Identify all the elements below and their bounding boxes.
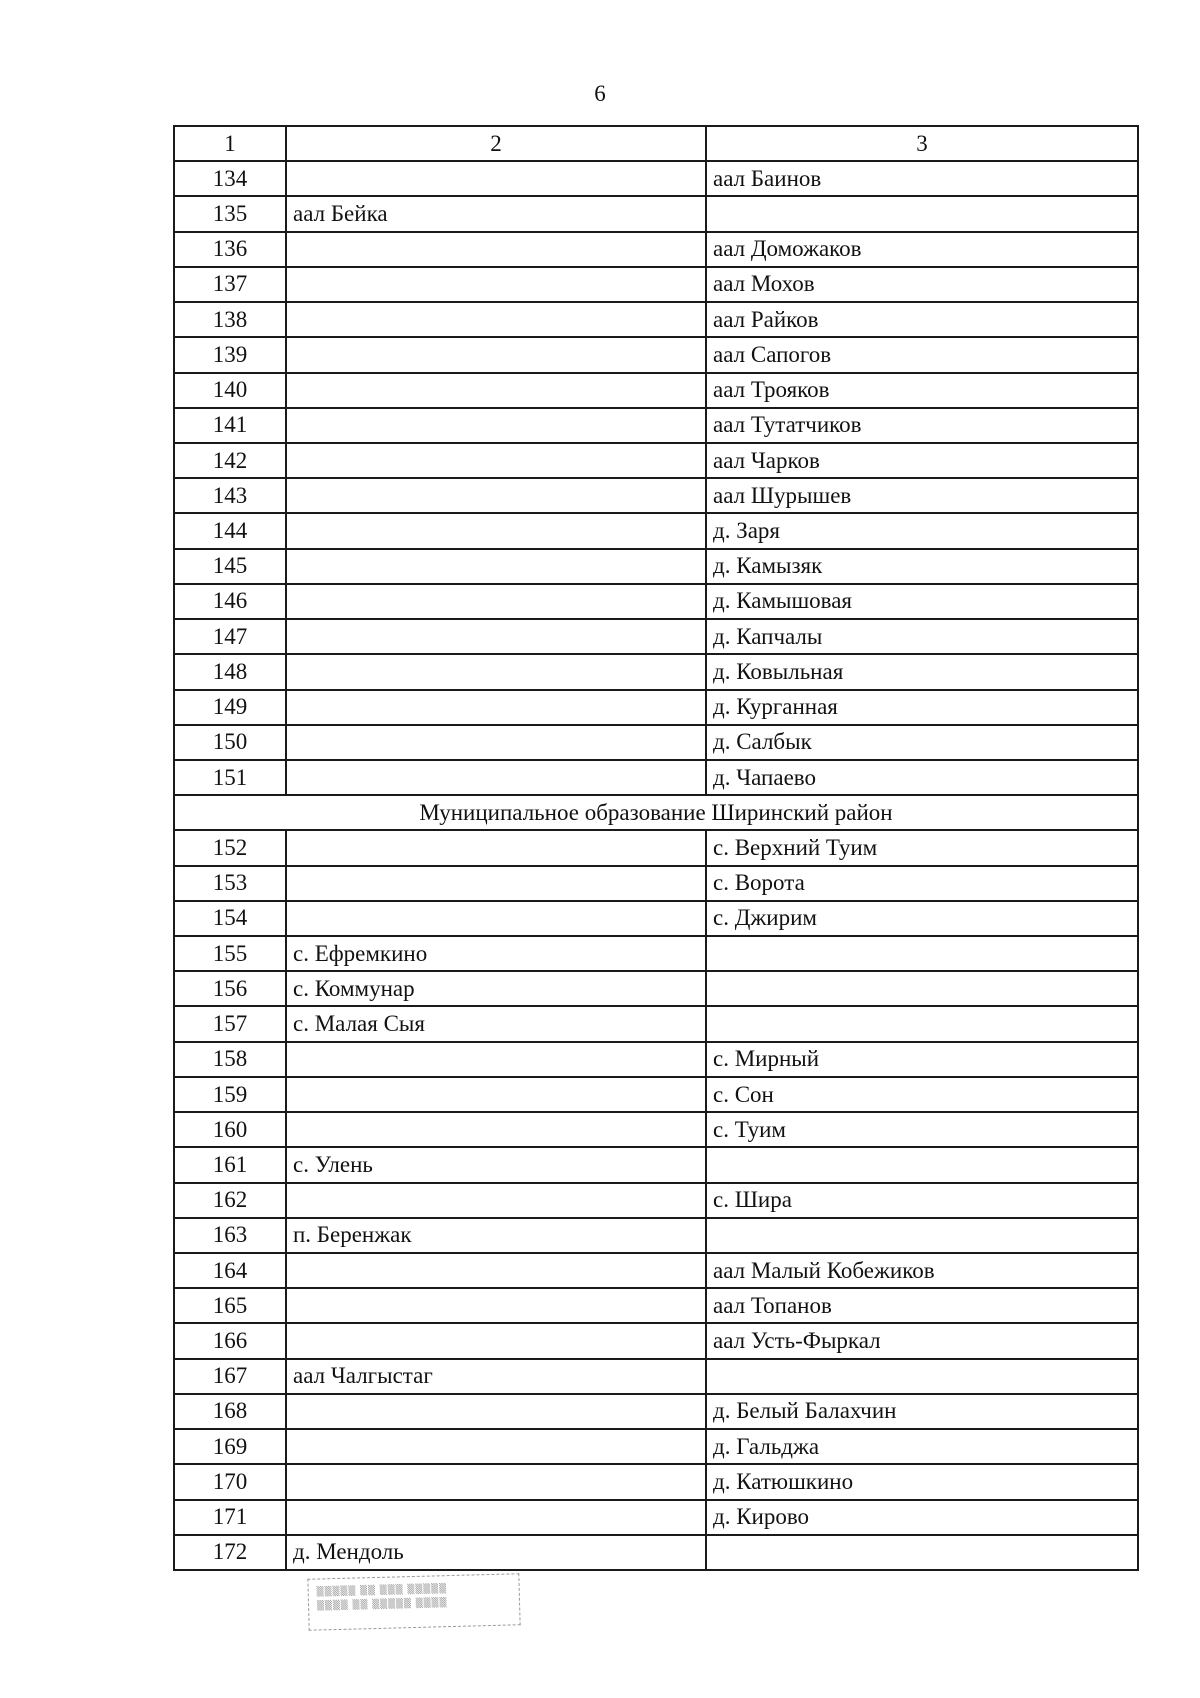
column-3-cell: аал Чарков	[706, 443, 1138, 478]
column-2-cell	[286, 1500, 706, 1535]
column-3-cell: аал Доможаков	[706, 232, 1138, 267]
column-2-cell	[286, 1183, 706, 1218]
table-row	[174, 1042, 1138, 1077]
table-row	[174, 478, 1138, 513]
row-number-cell: 139	[174, 337, 286, 372]
column-2-cell	[286, 267, 706, 302]
table-row	[174, 760, 1138, 795]
row-number-cell: 159	[174, 1077, 286, 1112]
column-2-cell	[286, 1253, 706, 1288]
column-2-cell: аал Чалгыстаг	[286, 1359, 706, 1394]
column-3-cell	[706, 1147, 1138, 1182]
table-row	[174, 1288, 1138, 1323]
table-row	[174, 619, 1138, 654]
row-number-cell: 145	[174, 549, 286, 584]
table-row	[174, 901, 1138, 936]
row-number-cell: 170	[174, 1464, 286, 1499]
row-number-cell: 161	[174, 1147, 286, 1182]
row-number-cell: 166	[174, 1323, 286, 1358]
column-2-cell: д. Мендоль	[286, 1535, 706, 1570]
table-row	[174, 1394, 1138, 1429]
column-3-cell: д. Камызяк	[706, 549, 1138, 584]
column-3-cell: д. Кирово	[706, 1500, 1138, 1535]
column-3-cell: д. Курганная	[706, 690, 1138, 725]
row-number-cell: 142	[174, 443, 286, 478]
row-number-cell: 153	[174, 866, 286, 901]
column-3-cell	[706, 936, 1138, 971]
row-number-cell: 157	[174, 1006, 286, 1041]
table-row	[174, 408, 1138, 443]
section-header-row	[174, 795, 1138, 830]
row-number-cell: 141	[174, 408, 286, 443]
column-2-cell	[286, 513, 706, 548]
table-row	[174, 1183, 1138, 1218]
column-3-cell	[706, 1006, 1138, 1041]
column-3-cell	[706, 971, 1138, 1006]
column-2-cell	[286, 760, 706, 795]
column-2-cell	[286, 690, 706, 725]
table-body	[174, 126, 1138, 1570]
column-3-cell: с. Шира	[706, 1183, 1138, 1218]
column-3-cell: с. Джирим	[706, 901, 1138, 936]
column-3-cell	[706, 1359, 1138, 1394]
column-2-cell: с. Коммунар	[286, 971, 706, 1006]
table-row	[174, 1323, 1138, 1358]
column-2-cell	[286, 866, 706, 901]
row-number-cell: 144	[174, 513, 286, 548]
column-2-cell	[286, 373, 706, 408]
column-3-cell: аал Баинов	[706, 161, 1138, 196]
column-2-cell	[286, 1112, 706, 1147]
row-number-cell: 148	[174, 654, 286, 689]
row-number-cell: 136	[174, 232, 286, 267]
column-2-cell: с. Ефремкино	[286, 936, 706, 971]
column-2-cell	[286, 1288, 706, 1323]
row-number-cell: 163	[174, 1218, 286, 1253]
row-number-cell: 143	[174, 478, 286, 513]
table-row	[174, 513, 1138, 548]
column-3-cell: с. Мирный	[706, 1042, 1138, 1077]
row-number-cell: 171	[174, 1500, 286, 1535]
row-number-cell: 137	[174, 267, 286, 302]
section-title: Муниципальное образование Ширинский район	[174, 795, 1138, 830]
column-3-cell: аал Мохов	[706, 267, 1138, 302]
table-row	[174, 1077, 1138, 1112]
column-2-cell	[286, 619, 706, 654]
document-stamp: ▒▒▒▒▒ ▒▒ ▒▒▒ ▒▒▒▒▒ ▒▒▒▒ ▒▒ ▒▒▒▒▒ ▒▒▒▒	[307, 1573, 520, 1631]
table-row	[174, 1500, 1138, 1535]
column-3-cell	[706, 1218, 1138, 1253]
column-3-cell: аал Топанов	[706, 1288, 1138, 1323]
header-col-3: 3	[706, 126, 1138, 161]
header-col-1: 1	[174, 126, 286, 161]
row-number-cell: 164	[174, 1253, 286, 1288]
table-row	[174, 1359, 1138, 1394]
row-number-cell: 134	[174, 161, 286, 196]
column-3-cell: д. Камышовая	[706, 584, 1138, 619]
row-number-cell: 140	[174, 373, 286, 408]
column-3-cell: аал Сапогов	[706, 337, 1138, 372]
row-number-cell: 152	[174, 830, 286, 865]
row-number-cell: 169	[174, 1429, 286, 1464]
column-2-cell	[286, 232, 706, 267]
table-row	[174, 1535, 1138, 1570]
column-3-cell	[706, 1535, 1138, 1570]
table-row	[174, 1429, 1138, 1464]
column-2-cell	[286, 161, 706, 196]
column-2-cell: аал Бейка	[286, 196, 706, 231]
column-3-cell: аал Тутатчиков	[706, 408, 1138, 443]
column-2-cell	[286, 584, 706, 619]
column-3-cell: с. Верхний Туим	[706, 830, 1138, 865]
table-row	[174, 1464, 1138, 1499]
table-row	[174, 1006, 1138, 1041]
column-2-cell	[286, 337, 706, 372]
row-number-cell: 156	[174, 971, 286, 1006]
table-row	[174, 196, 1138, 231]
table-row	[174, 161, 1138, 196]
table-row	[174, 936, 1138, 971]
column-3-cell: с. Ворота	[706, 866, 1138, 901]
row-number-cell: 162	[174, 1183, 286, 1218]
column-2-cell	[286, 1394, 706, 1429]
table-row	[174, 1112, 1138, 1147]
column-3-cell: д. Капчалы	[706, 619, 1138, 654]
row-number-cell: 138	[174, 302, 286, 337]
row-number-cell: 146	[174, 584, 286, 619]
column-2-cell	[286, 830, 706, 865]
row-number-cell: 147	[174, 619, 286, 654]
page-number: 6	[594, 81, 606, 106]
table-row	[174, 549, 1138, 584]
row-number-cell: 154	[174, 901, 286, 936]
column-2-cell	[286, 1429, 706, 1464]
column-2-cell: п. Беренжак	[286, 1218, 706, 1253]
column-2-cell	[286, 901, 706, 936]
table-header-row	[174, 126, 1138, 161]
column-3-cell: аал Шурышев	[706, 478, 1138, 513]
row-number-cell: 167	[174, 1359, 286, 1394]
row-number-cell: 155	[174, 936, 286, 971]
column-3-cell	[706, 196, 1138, 231]
row-number-cell: 168	[174, 1394, 286, 1429]
table-row	[174, 267, 1138, 302]
row-number-cell: 165	[174, 1288, 286, 1323]
column-3-cell: аал Усть-Фыркал	[706, 1323, 1138, 1358]
row-number-cell: 158	[174, 1042, 286, 1077]
column-2-cell	[286, 1042, 706, 1077]
row-number-cell: 149	[174, 690, 286, 725]
header-col-2: 2	[286, 126, 706, 161]
table-row	[174, 725, 1138, 760]
table-row	[174, 302, 1138, 337]
column-2-cell	[286, 1464, 706, 1499]
table-row	[174, 232, 1138, 267]
column-2-cell	[286, 302, 706, 337]
column-3-cell: д. Катюшкино	[706, 1464, 1138, 1499]
row-number-cell: 160	[174, 1112, 286, 1147]
table-row	[174, 654, 1138, 689]
table-row	[174, 830, 1138, 865]
column-2-cell	[286, 478, 706, 513]
row-number-cell: 172	[174, 1535, 286, 1570]
table-row	[174, 443, 1138, 478]
column-2-cell	[286, 1077, 706, 1112]
column-3-cell: с. Сон	[706, 1077, 1138, 1112]
column-3-cell: д. Салбык	[706, 725, 1138, 760]
column-3-cell: с. Туим	[706, 1112, 1138, 1147]
table-row	[174, 690, 1138, 725]
column-2-cell	[286, 443, 706, 478]
column-2-cell	[286, 408, 706, 443]
column-3-cell: аал Малый Кобежиков	[706, 1253, 1138, 1288]
table-row	[174, 337, 1138, 372]
column-3-cell: аал Трояков	[706, 373, 1138, 408]
column-3-cell: д. Гальджа	[706, 1429, 1138, 1464]
column-2-cell	[286, 654, 706, 689]
column-3-cell: д. Ковыльная	[706, 654, 1138, 689]
row-number-cell: 150	[174, 725, 286, 760]
column-3-cell: д. Белый Балахчин	[706, 1394, 1138, 1429]
table-row	[174, 1253, 1138, 1288]
table-row	[174, 373, 1138, 408]
column-2-cell: с. Улень	[286, 1147, 706, 1182]
table-row	[174, 866, 1138, 901]
column-2-cell	[286, 1323, 706, 1358]
table-row	[174, 1147, 1138, 1182]
column-3-cell: аал Райков	[706, 302, 1138, 337]
column-2-cell	[286, 549, 706, 584]
column-2-cell	[286, 725, 706, 760]
column-3-cell: д. Заря	[706, 513, 1138, 548]
row-number-cell: 151	[174, 760, 286, 795]
column-2-cell: с. Малая Сыя	[286, 1006, 706, 1041]
row-number-cell: 135	[174, 196, 286, 231]
table-row	[174, 584, 1138, 619]
table-row	[174, 971, 1138, 1006]
table-row	[174, 1218, 1138, 1253]
column-3-cell: д. Чапаево	[706, 760, 1138, 795]
settlements-table	[173, 125, 1139, 1571]
